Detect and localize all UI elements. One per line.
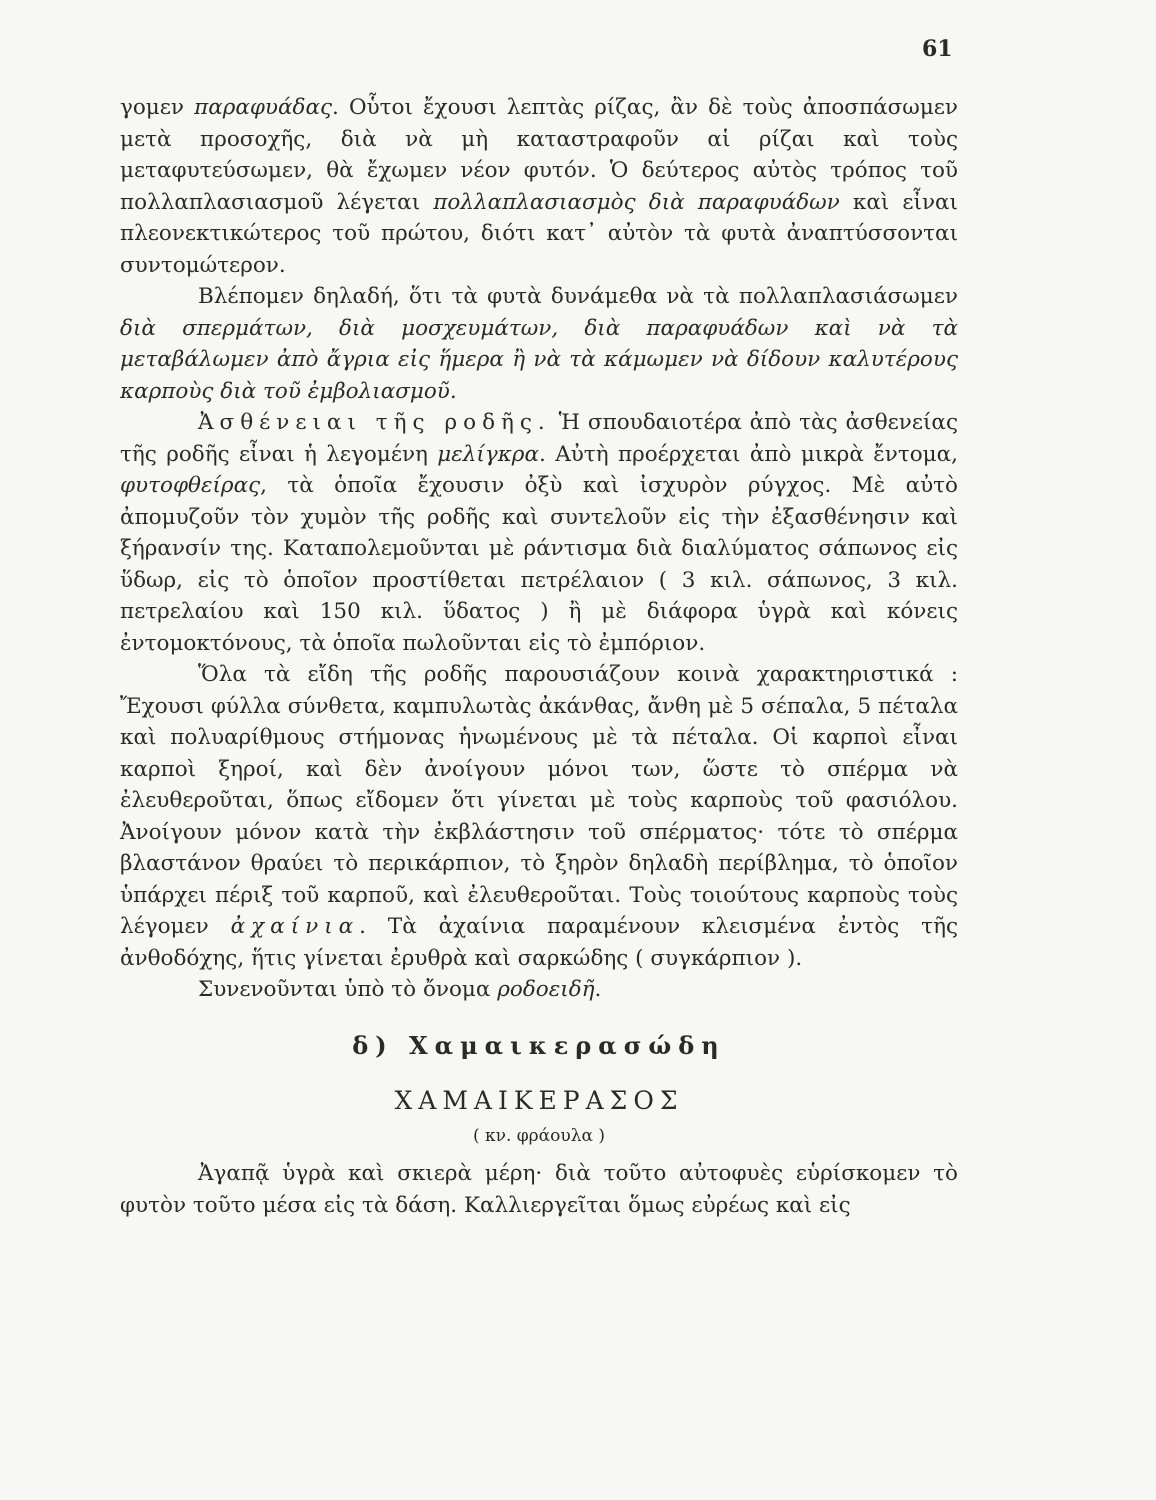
plant-common-name: ( κν. φράουλα ) [472, 1125, 606, 1146]
italic-term: ἀχαίνια [230, 914, 360, 939]
text-run: Ἡ σπουδαιοτέρα ἀπὸ τὰς ἀσθενείας τῆς ροδῆς εἶναι ἡ λεγομένη [120, 410, 958, 467]
section-heading: δ) Χαμαικερασώδη [352, 1030, 726, 1060]
paragraph-rosaceae [120, 974, 958, 1006]
body-text [120, 92, 958, 1221]
italic-term: ροδοειδῆ [497, 977, 595, 1002]
subsection-title: Ἀσθένειαι τῆς ροδῆς. [198, 410, 551, 435]
text-run: Βλέπομεν δηλαδή, ὅτι τὰ φυτὰ δυνάμεθα νὰ τὰ πολλαπλασιάσωμεν [198, 284, 958, 309]
paragraph-rose-diseases [120, 407, 958, 659]
italic-term: πολλαπλασιασμὸς διὰ παραφυάδων [433, 189, 840, 215]
text-run: Συνενοῦνται ὑπὸ τὸ ὄνομα [198, 977, 498, 1002]
text-run: . [594, 977, 602, 1002]
text-run: . Οὗτοι ἔχουσι λεπτὰς ρίζας, ἂν δὲ τοὺς ἀποσπάσωμεν μετὰ προσοχῆς, διὰ νὰ μὴ καταστραφοῦν αἱ ρίζαι καὶ τοὺς μεταφυτεύσωμεν, θὰ ἔχωμεν νέον φυτόν. Ὁ δεύτερος αὐτὸς τρόπος τοῦ πολλαπλασιασμοῦ λέγεται [120, 95, 958, 215]
italic-term: διὰ σπερμάτων, διὰ μοσχευμάτων, διὰ παραφυάδων καὶ νὰ τὰ μεταβάλωμεν ἀπὸ ἄγρια εἰς ἥμερα ἢ νὰ τὰ κάμωμεν νὰ δίδουν καλυτέρους καρποὺς διὰ τοῦ ἐμβολιασμοῦ. [120, 315, 958, 404]
text-run: . Αὐτὴ προέρχεται ἀπὸ μικρὰ ἔντομα, [538, 441, 958, 467]
text-run: Ὅλα τὰ εἴδη τῆς ροδῆς παρουσιάζουν κοινὰ χαρακτηριστικά : Ἔχουσι φύλλα σύνθετα, καμπυλωτὰς ἀκάνθας, ἄνθη μὲ 5 σέπαλα, 5 πέταλα καὶ πολυαρίθμους στήμονας ἡνωμένους μὲ τὰ πέταλα. Οἱ καρποὶ εἶναι καρποὶ ξηροί, καὶ δὲν ἀνοίγουν μόνοι των, ὥστε τὸ σπέρμα νὰ ἐλευθεροῦται, ὅπως εἴδομεν ὅτι γίνεται μὲ τοὺς καρποὺς τοῦ φασιόλου. Ἀνοίγουν μόνον κατὰ τὴν ἐκβλάστησιν τοῦ σπέρματος· τότε τὸ σπέρμα βλαστάνον θραύει τὸ περικάρπιον, τὸ ξηρὸν δηλαδὴ περίβλημα, τὸ ὁποῖον ὑπάρχει πέριξ τοῦ καρποῦ, καὶ ἐλευθεροῦται. Τοὺς τοιούτους καρποὺς τοὺς λέγομεν [120, 662, 958, 939]
paragraph-summary [120, 281, 958, 407]
italic-term: παραφυάδας [194, 95, 333, 120]
text-run: . Τὰ ἀχαίνια παραμένουν κλεισμένα ἐντὸς τῆς ἀνθοδόχης, ἥτις γίνεται ἐρυθρὰ καὶ σαρκώδης ( συγκάρπιον ). [120, 914, 958, 971]
plant-heading: ΧΑΜΑΙΚΕΡΑΣΟΣ [394, 1086, 684, 1115]
text-run: καὶ εἶναι πλεονεκτικώτερος τοῦ πρώτου, διότι κατ᾽ αὐτὸν τὰ φυτὰ ἀναπτύσσονται συντομώτερον. [120, 189, 958, 278]
text-run: , τὰ ὁποῖα ἔχουσιν ὀξὺ καὶ ἰσχυρὸν ρύγχος. Μὲ αὐτὸ ἀπομυζοῦν τὸν χυμὸν τῆς ροδῆς καὶ συντελοῦν εἰς τὴν ἐξασθένησιν καὶ ξήρανσίν της. Καταπολεμοῦνται μὲ ράντισμα διὰ διαλύματος σάπωνος εἰς ὕδωρ, εἰς τὸ ὁποῖον προστίθεται πετρέλαιον ( 3 κιλ. σάπωνος, 3 κιλ. πετρελαίου καὶ 150 κιλ. ὕδατος ) ἢ μὲ διάφορα ὑγρὰ καὶ κόνεις ἐντομοκτόνους, τὰ ὁποῖα πωλοῦνται εἰς τὸ ἐμπόριον. [120, 473, 958, 656]
italic-term: μελίγκρα [437, 441, 539, 467]
paragraph-strawberry: Ἀγαπᾷ ὑγρὰ καὶ σκιερὰ μέρη· διὰ τοῦτο αὐτοφυὲς εὑρίσκομεν τὸ φυτὸν τοῦτο μέσα εἰς τὰ δάση. Καλλιεργεῖται ὅμως εὐρέως καὶ εἰς [120, 1161, 958, 1218]
text-run: γομεν [120, 95, 195, 120]
paragraph-rose-characteristics [120, 659, 958, 974]
page-number: 61 [922, 36, 953, 62]
paragraph-propagation-offshoots [120, 92, 958, 281]
italic-term: φυτοφθείρας [120, 473, 261, 498]
